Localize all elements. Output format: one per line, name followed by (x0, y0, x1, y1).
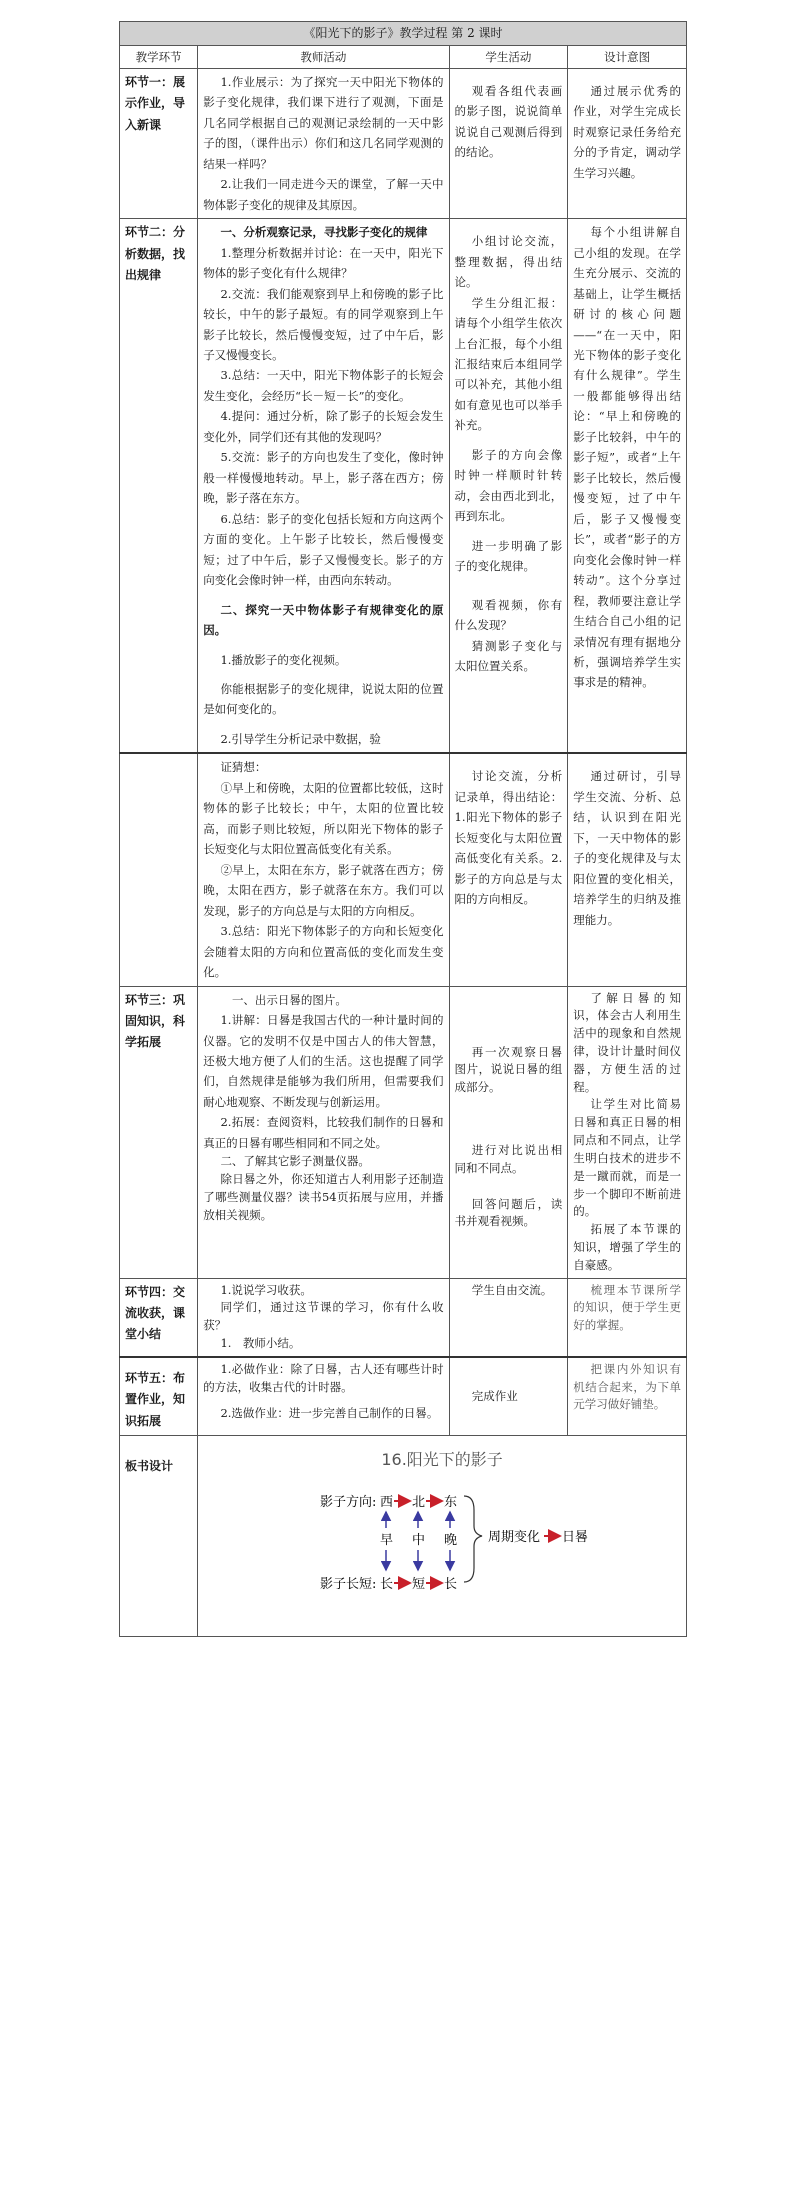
stage5-intent (568, 1357, 687, 1436)
stage1-teacher (198, 68, 449, 218)
stage2-teacher-p3: 3.总结：一天中，阳光下物体影子的长短会发生变化，会经历“长－短－长”的变化。 (203, 368, 444, 403)
stage2b-teacher-p2: ①早上和傍晚，太阳的位置都比较低，这时物体的影子比较长；中午，太阳的位置比较高，而影子则比较短，所以阳光下物体的影子长短变化与太阳位置高低变化有关系。 (203, 780, 444, 857)
table-title: 《阳光下的影子》教学过程 第 2 课时 (120, 22, 687, 46)
stage2-teacher-p6: 6.总结：影子的变化包括长短和方向这两个方面的变化。上午影子比较长，然后慢慢变短；过了中午后，影子又慢慢变长。影子的方向变化会像时钟一样，由西向东转动。 (203, 511, 444, 588)
board-row (120, 1435, 687, 1636)
header-intent: 设计意图 (568, 45, 687, 68)
stage4-teacher-p3: 1. 教师小结。 (220, 1336, 301, 1351)
stage5-teacher-p2: 2.选做作业：进一步完善自己制作的日晷。 (220, 1406, 439, 1421)
stage2-teacher-p7: 1.播放影子的变化视频。 (220, 652, 347, 667)
stage3-teacher-p3: 2.拓展：查阅资料，比较我们制作的日晷和真正的日晷有哪些相同和不同之处。 (203, 1115, 444, 1150)
stage4-student-text: 学生自由交流。 (471, 1282, 553, 1297)
stage3-student (449, 986, 568, 1278)
board-cycle: 周期变化 (488, 1530, 541, 1546)
stage2b-row (120, 753, 687, 986)
stage3-intent-p1: 了解日晷的知识，体会古人利用生活中的现象和自然规律，设计计量时间仪器，方便生活的过程。 (573, 990, 681, 1094)
header-student: 学生活动 (449, 45, 568, 68)
board-time-noon: 中 (412, 1533, 426, 1549)
stage1-student (449, 68, 568, 218)
stage2-teacher-p9: 2.引导学生分析记录中数据，验 (220, 731, 381, 746)
stage2-teacher-p4: 4.提问：通过分析，除了影子的长短会发生变化外，同学们还有其他的发现吗？ (203, 409, 444, 444)
board-time-morning: 早 (380, 1533, 394, 1549)
stage5-teacher (198, 1357, 449, 1436)
board-len-2: 短 (412, 1577, 426, 1593)
stage2-intent-text: 每个小组讲解自己小组的发现。在学生充分展示、交流的基础上，让学生概括研讨的核心问题——“在一天中，阳光下物体的影子变化有什么规律”。学生一般都能够得出结论：“早上和傍晚的影子比较斜，中午的影子短”，或者“上午影子比较长，然后慢慢变短，过了中午后，影子又慢慢变长”，或者“影子的方向变化会像时钟一样转动”。这个分享过程，教师要注意让学生结合自己小组的记录情况有理有据地分析，强调培养学生实事求是的精神。 (573, 225, 681, 690)
stage2b-teacher-p3: ②早上，太阳在东方，影子就落在西方；傍晚，太阳在西方，影子就落在东方。我们可以发现，影子的方向总是与太阳的方向相反。 (203, 862, 444, 918)
board-brace (464, 1496, 482, 1582)
stage3-row (120, 986, 687, 1278)
stage2-student-p3: 影子的方向会像时钟一样顺时针转动，会由西北到北，再到东北。 (454, 447, 563, 524)
stage2-student-p1: 小组讨论交流，整理数据，得出结论。 (454, 234, 563, 290)
stage4-teacher (198, 1278, 449, 1357)
stage2-name: 环节二：分析数据，找出规律 (120, 219, 198, 754)
stage2-teacher-heading2: 二、探究一天中物体影子有规律变化的原因。 (203, 602, 444, 638)
stage4-intent-text: 梳理本节课所学的知识，便于学生更好的掌握。 (573, 1282, 681, 1333)
stage1-name: 环节一：展示作业，导入新课 (120, 68, 198, 218)
board-title: 16.阳光下的影子 (381, 1449, 503, 1469)
stage3-student-p1: 再一次观察日晷图片，说说日晷的组成部分。 (454, 1044, 563, 1095)
stage2b-intent (568, 753, 687, 986)
stage4-teacher-p1: 1.说说学习收获。 (220, 1282, 312, 1297)
stage2b-student (449, 753, 568, 986)
stage2b-teacher (198, 753, 449, 986)
stage3-teacher-p5: 除日晷之外，你还知道古人利用影子还制造了哪些测量仪器？读书54页拓展与应用，并播放相关视频。 (203, 1172, 444, 1222)
stage3-name: 环节三：巩固知识，科学拓展 (120, 986, 198, 1278)
board-dir-label: 影子方向: (320, 1495, 377, 1511)
board-len-1: 长 (380, 1577, 394, 1593)
stage2b-teacher-p1: 证猜想： (220, 760, 267, 775)
stage4-student (449, 1278, 568, 1357)
header-stage: 教学环节 (120, 45, 198, 68)
stage4-teacher-p2: 同学们，通过这节课的学习，你有什么收获？ (203, 1300, 444, 1333)
stage2-teacher-p2: 2.交流：我们能观察到早上和傍晚的影子比较长，中午的影子最短。有的同学观察到上午影子比较长，然后慢慢变短，过了中午后，影子又慢慢变长。 (203, 286, 444, 362)
board-diagram (198, 1488, 704, 1628)
stage2-teacher-p1: 1.整理分析数据并讨论：在一天中，阳光下物体的影子变化有什么规律？ (203, 245, 444, 281)
stage2b-intent-text: 通过研讨，引导学生交流、分析、总结，认识到在阳光下，一天中物体的影子的变化规律及与太阳位置的变化相关，培养学生的归纳及推理能力。 (573, 769, 681, 927)
stage2b-teacher-p4: 3.总结：阳光下物体影子的方向和长短变化会随着太阳的方向和位置高低的变化而发生变化。 (203, 924, 444, 980)
stage2-teacher (198, 219, 449, 754)
stage3-teacher-p1: 一、出示日晷的图片。 (231, 992, 347, 1007)
board-dir-west: 西 (380, 1495, 394, 1511)
stage2-intent (568, 219, 687, 754)
stage5-name: 环节五：布置作业，知识拓展 (120, 1357, 198, 1436)
board-len-label: 影子长短: (320, 1577, 377, 1593)
stage2-student (449, 219, 568, 754)
board-len-3: 长 (444, 1577, 458, 1593)
stage1-intent-text: 通过展示优秀的作业，对学生完成长时观察记录任务给充分的予肯定，调动学生学习兴趣。 (573, 83, 681, 180)
stage3-intent-p3: 拓展了本节课的知识，增强了学生的自豪感。 (573, 1222, 681, 1272)
stage2-teacher-p8: 你能根据影子的变化规律，说说太阳的位置是如何变化的。 (203, 682, 444, 717)
stage2b-stage-empty (120, 753, 198, 986)
lesson-plan-table (119, 21, 687, 1637)
stage3-student-p2: 进行对比说出相同和不同点。 (454, 1143, 563, 1175)
board-time-evening: 晚 (444, 1533, 458, 1549)
stage4-row (120, 1278, 687, 1357)
stage1-student-text: 观看各组代表画的影子图，说说简单说说自己观测后得到的结论。 (454, 83, 563, 160)
stage1-intent (568, 68, 687, 218)
stage1-teacher-p1: 1.作业展示：为了探究一天中阳光下物体的影子变化规律，我们课下进行了观测，下面是几名同学根据自己的观测记录绘制的一天中影子的图，（课件出示）你们和这几名同学观测的结果一样吗？ (203, 74, 444, 171)
stage1-teacher-p2: 2.让我们一同走进今天的课堂，了解一天中物体影子变化的规律及其原因。 (203, 177, 444, 212)
board-content (198, 1435, 687, 1636)
stage2-teacher-p5: 5.交流：影子的方向也发生了变化，像时钟般一样慢慢地转动。早上，影子落在西方；傍晚，影子落在东方。 (203, 450, 444, 506)
stage3-teacher-p2: 1.讲解：日晷是我国古代的一种计量时间的仪器。它的发明不仅是中国古人的伟大智慧，还极大地方便了人们的生活。这也提醒了同学们，自然规律是能够为我们所用，但需要我们耐心地观察、不断发现与创新运用。 (203, 1013, 444, 1109)
board-name: 板书设计 (120, 1435, 198, 1636)
stage5-teacher-p1: 1.必做作业：除了日晷，古人还有哪些计时的方法，收集古代的计时器。 (203, 1361, 444, 1394)
stage5-student (449, 1357, 568, 1436)
stage2-student-p4: 进一步明确了影子的变化规律。 (454, 538, 563, 574)
board-dir-north: 北 (412, 1495, 426, 1511)
stage3-teacher-p4: 二、了解其它影子测量仪器。 (220, 1154, 370, 1169)
stage5-intent-text: 把课内外知识有机结合起来，为下单元学习做好铺垫。 (573, 1361, 681, 1412)
stage4-intent (568, 1278, 687, 1357)
stage5-student-text: 完成作业 (471, 1389, 518, 1404)
stage3-student-p3: 回答问题后，读书并观看视频。 (454, 1196, 563, 1229)
stage3-intent (568, 986, 687, 1278)
stage2-teacher-heading1: 一、分析观察记录，寻找影子变化的规律 (220, 225, 428, 240)
stage2-student-p2: 学生分组汇报：请每个小组学生依次上台汇报，每个小组汇报结束后本组同学可以补充，其他小组如有意见也可以举手补充。 (454, 295, 563, 433)
header-row (120, 45, 687, 68)
stage3-teacher (198, 986, 449, 1278)
stage3-intent-p2: 让学生对比简易日晷和真正日晷的相同点和不同点，让学生明白技术的进步不是一蹴而就，而是一步一个脚印不断前进的。 (573, 1097, 681, 1219)
stage2-student-p6: 猜测影子变化与太阳位置关系。 (454, 638, 563, 674)
stage1-row (120, 68, 687, 218)
title-row (120, 22, 687, 46)
stage2b-student-text: 讨论交流，分析记录单，得出结论：1.阳光下物体的影子长短变化与太阳位置高低变化有关系。2.影子的方向总是与太阳的方向相反。 (454, 769, 563, 907)
board-dir-east: 东 (444, 1495, 458, 1511)
stage5-row (120, 1357, 687, 1436)
board-result: 日晷 (562, 1530, 589, 1546)
header-teacher: 教师活动 (198, 45, 449, 68)
stage4-name: 环节四：交流收获，课堂小结 (120, 1278, 198, 1357)
stage2-row (120, 219, 687, 754)
stage2-student-p5: 观看视频，你有什么发现？ (454, 597, 563, 633)
